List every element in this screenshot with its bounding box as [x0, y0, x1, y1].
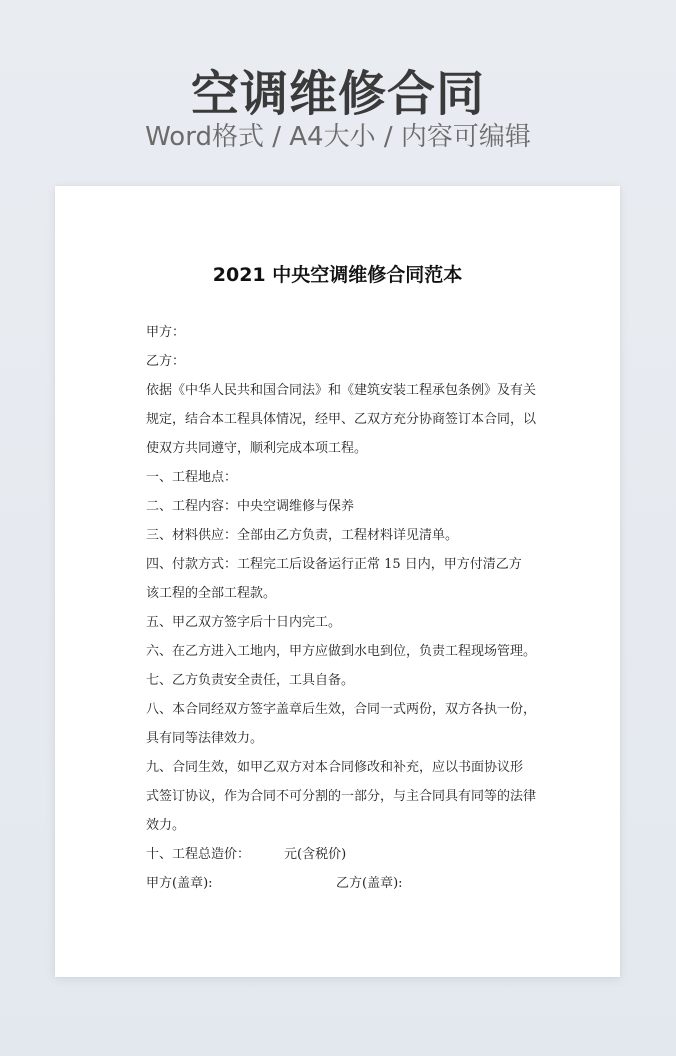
clause-safety: 七、乙方负责安全责任，工具自备。	[146, 673, 355, 688]
intro-line-2: 规定，结合本工程具体情况，经甲、乙双方充分协商签订本合同，以	[146, 412, 537, 427]
clause-materials: 三、材料供应：全部由乙方负责，工程材料详见清单。	[146, 528, 459, 543]
clause-total-price	[146, 840, 538, 869]
document-page	[55, 186, 620, 977]
intro-line-1: 依据《中华人民共和国合同法》和《建筑安装工程承包条例》及有关	[146, 383, 537, 398]
clause-content: 二、工程内容：中央空调维修与保养	[146, 499, 355, 514]
party-b-line: 乙方：	[146, 354, 186, 369]
clause-payment-line-1: 四、付款方式：工程完工后设备运行正常 15 日内，甲方付清乙方	[146, 557, 522, 572]
clause-completion: 五、甲乙双方签字后十日内完工。	[146, 615, 342, 630]
signature-row	[146, 869, 538, 898]
document-title: 2021 中央空调维修合同范本	[212, 264, 463, 286]
intro-line-3: 使双方共同遵守，顺利完成本项工程。	[146, 441, 368, 456]
clause-payment-line-2: 该工程的全部工程款。	[146, 586, 277, 601]
clause-effect-line-2: 具有同等法律效力。	[146, 731, 264, 746]
total-price-unit: 元(含税价)	[284, 847, 347, 862]
signature-party-a: 甲方(盖章):	[146, 876, 213, 891]
party-a-line: 甲方：	[146, 325, 186, 340]
clause-effect-line-1: 八、本合同经双方签字盖章后生效，合同一式两份，双方各执一份，	[146, 702, 537, 717]
clause-amendment-line-2: 式签订协议，作为合同不可分割的一部分，与主合同具有同等的法律	[146, 789, 537, 804]
document-body	[146, 318, 538, 898]
banner-subtitle: Word格式 / A4大小 / 内容可编辑	[145, 122, 531, 152]
signature-party-b: 乙方(盖章):	[336, 876, 403, 891]
clause-site-management: 六、在乙方进入工地内，甲方应做到水电到位，负责工程现场管理。	[146, 644, 537, 659]
total-price-label: 十、工程总造价：	[146, 847, 251, 862]
banner-title: 空调维修合同	[190, 66, 485, 122]
clause-amendment-line-1: 九、合同生效，如甲乙双方对本合同修改和补充，应以书面协议形	[146, 760, 524, 775]
clause-location: 一、工程地点：	[146, 470, 238, 485]
clause-amendment-line-3: 效力。	[146, 818, 186, 833]
